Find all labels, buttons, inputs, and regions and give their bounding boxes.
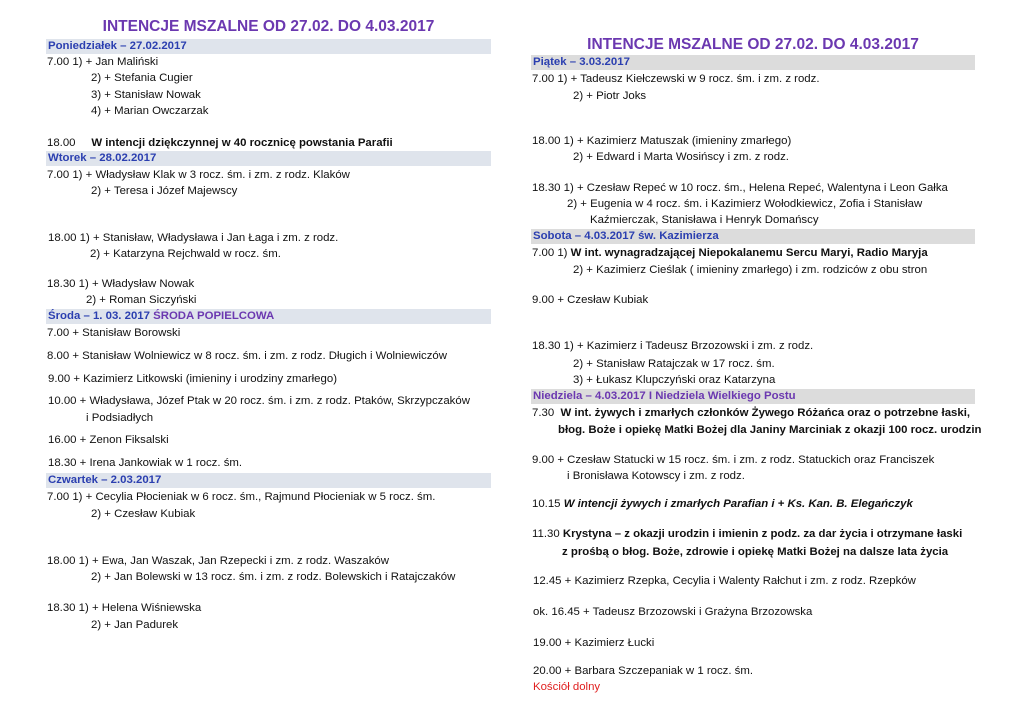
- intention-line: 7.00 1) + Jan Maliński: [47, 56, 159, 68]
- mass-time: 10.15: [532, 498, 561, 510]
- intention-line: 3) + Stanisław Nowak: [91, 89, 201, 101]
- intention-line: 9.00 + Kazimierz Litkowski (imieniny i urodziny zmarłego): [48, 373, 337, 385]
- intention-line: [532, 497, 913, 511]
- intention-line: 18.30 1) + Kazimierz i Tadeusz Brzozowski i zm. z rodz.: [532, 340, 814, 352]
- intention-line: 4) + Marian Owczarzak: [91, 105, 209, 117]
- intention-line: 12.45 + Kazimierz Rzepka, Cecylia i Walenty Rałchut i zm. z rodz. Rzepków: [533, 575, 916, 587]
- day-header-tuesday: Wtorek – 28.02.2017: [46, 151, 491, 166]
- intention-line: [532, 246, 928, 260]
- intention-line: i Bronisława Kotowscy i zm. z rodz.: [567, 470, 745, 482]
- intention-line: 19.00 + Kazimierz Łucki: [533, 637, 655, 649]
- intention-line: 2) + Jan Bolewski w 13 rocz. śm. i zm. z rodz. Bolewskich i Ratajczaków: [91, 571, 456, 583]
- ash-wednesday-label: ŚRODA POPIELCOWA: [153, 310, 275, 322]
- intention-line: 10.00 + Władysława, Józef Ptak w 20 rocz. śm. i zm. z rodz. Ptaków, Skrzypczaków: [48, 395, 470, 407]
- day-header-monday: Poniedziałek – 27.02.2017: [46, 39, 491, 54]
- intention-line: 3) + Łukasz Klupczyński oraz Katarzyna: [573, 374, 776, 386]
- intention-line: z prośbą o błog. Boże, zdrowie i opiekę Matki Bożej na dalsze lata życia: [562, 546, 949, 558]
- intention-line: 7.00 1) + Cecylia Płocieniak w 6 rocz. śm., Rajmund Płocieniak w 5 rocz. śm.: [47, 491, 436, 503]
- page-title: INTENCJE MSZALNE OD 27.02. DO 4.03.2017: [102, 18, 435, 35]
- intention-line: 7.00 + Stanisław Borowski: [47, 327, 181, 339]
- intention-line: błog. Boże i opiekę Matki Bożej dla Janiny Marciniak z okazji 100 rocz. urodzin: [558, 424, 982, 436]
- location-note: Kościół dolny: [533, 681, 601, 693]
- intention-line: 18.00 1) + Kazimierz Matuszak (imieniny zmarłego): [532, 135, 792, 147]
- intention-line: 8.00 + Stanisław Wolniewicz w 8 rocz. śm. i zm. z rodz. Długich i Wolniewiczów: [47, 350, 447, 362]
- intention-line: 18.30 1) + Helena Wiśniewska: [47, 602, 202, 614]
- intention-line: 2) + Katarzyna Rejchwald w rocz. śm.: [90, 248, 281, 260]
- intention-line: 2) + Kazimierz Cieślak ( imieniny zmarłego) i zm. rodziców z obu stron: [573, 264, 928, 276]
- intention-line: 2) + Stefania Cugier: [91, 72, 193, 84]
- intention-line: [532, 406, 970, 420]
- intention-line: 2) + Teresa i Józef Majewscy: [91, 185, 238, 197]
- special-intention: W intencji dziękczynnej w 40 rocznicę powstania Parafii: [91, 137, 393, 149]
- intention-line: i Podsiadłych: [86, 412, 154, 424]
- day-header-saturday: Sobota – 4.03.2017 św. Kazimierza: [531, 229, 975, 244]
- intention-line: 7.00 1) + Władysław Klak w 3 rocz. śm. i zm. z rodz. Klaków: [47, 169, 350, 181]
- intention-line: 20.00 + Barbara Szczepaniak w 1 rocz. śm.: [533, 665, 754, 677]
- intention-line: 2) + Piotr Joks: [573, 90, 647, 102]
- intention-line: Kaźmierczak, Stanisława i Henryk Domańscy: [590, 214, 819, 226]
- intention-line: ok. 16.45 + Tadeusz Brzozowski i Grażyna Brzozowska: [533, 606, 813, 618]
- intention-line: 2) + Edward i Marta Wosińscy i zm. z rodz.: [573, 151, 789, 163]
- intention-line: 18.30 1) + Czesław Repeć w 10 rocz. śm., Helena Repeć, Walentyna i Leon Gałka: [532, 182, 948, 194]
- page-title-right: INTENCJE MSZALNE OD 27.02. DO 4.03.2017: [587, 36, 919, 53]
- intention-line: 2) + Roman Siczyński: [86, 294, 197, 306]
- mass-time: 11.30: [532, 528, 560, 540]
- intention-line: 2) + Stanisław Ratajczak w 17 rocz. śm.: [573, 358, 775, 370]
- intention-line: 9.00 + Czesław Kubiak: [532, 294, 649, 306]
- mass-time: 18.00: [47, 137, 76, 149]
- intention-line: 18.30 1) + Władysław Nowak: [47, 278, 195, 290]
- intention-line: 9.00 + Czesław Statucki w 15 rocz. śm. i zm. z rodz. Statuckich oraz Franciszek: [532, 454, 935, 466]
- special-intention: W int. żywych i zmarłych członków Żywego Różańca oraz o potrzebne łaski,: [560, 407, 971, 419]
- intention-line: [532, 527, 962, 541]
- special-intention: Krystyna – z okazji urodzin i imienin z podz. za dar życia i otrzymane łaski: [562, 528, 963, 540]
- day-header-sunday: Niedziela – 4.03.2017 I Niedziela Wielkiego Postu: [531, 389, 975, 404]
- mass-time: 7.00 1): [532, 247, 568, 259]
- intention-line: 18.00 1) + Ewa, Jan Waszak, Jan Rzepecki i zm. z rodz. Waszaków: [47, 555, 389, 567]
- intention-line: 2) + Eugenia w 4 rocz. śm. i Kazimierz Wołodkiewicz, Zofia i Stanisław: [567, 198, 923, 210]
- intention-line: 16.00 + Zenon Fiksalski: [48, 434, 169, 446]
- day-header-friday: Piątek – 3.03.2017: [531, 55, 975, 70]
- day-header-wednesday: Środa – 1. 03. 2017 ŚRODA POPIELCOWA: [46, 309, 491, 324]
- day-header-thursday: Czwartek – 2.03.2017: [46, 473, 491, 488]
- mass-time: 7.30: [532, 407, 555, 419]
- intention-line: 18.00 1) + Stanisław, Władysława i Jan Łaga i zm. z rodz.: [48, 232, 339, 244]
- intention-line: 2) + Jan Padurek: [91, 619, 179, 631]
- special-intention: W int. wynagradzającej Niepokalanemu Sercu Maryi, Radio Maryja: [570, 247, 928, 259]
- special-intention: W intencji żywych i zmarłych Parafian i + Ks. Kan. B. Elegańczyk: [563, 498, 913, 510]
- intention-line: 7.00 1) + Tadeusz Kiełczewski w 9 rocz. śm. i zm. z rodz.: [532, 73, 820, 85]
- intention-line: 18.30 + Irena Jankowiak w 1 rocz. śm.: [48, 457, 243, 469]
- intention-line: [47, 136, 393, 150]
- intention-line: 2) + Czesław Kubiak: [91, 508, 196, 520]
